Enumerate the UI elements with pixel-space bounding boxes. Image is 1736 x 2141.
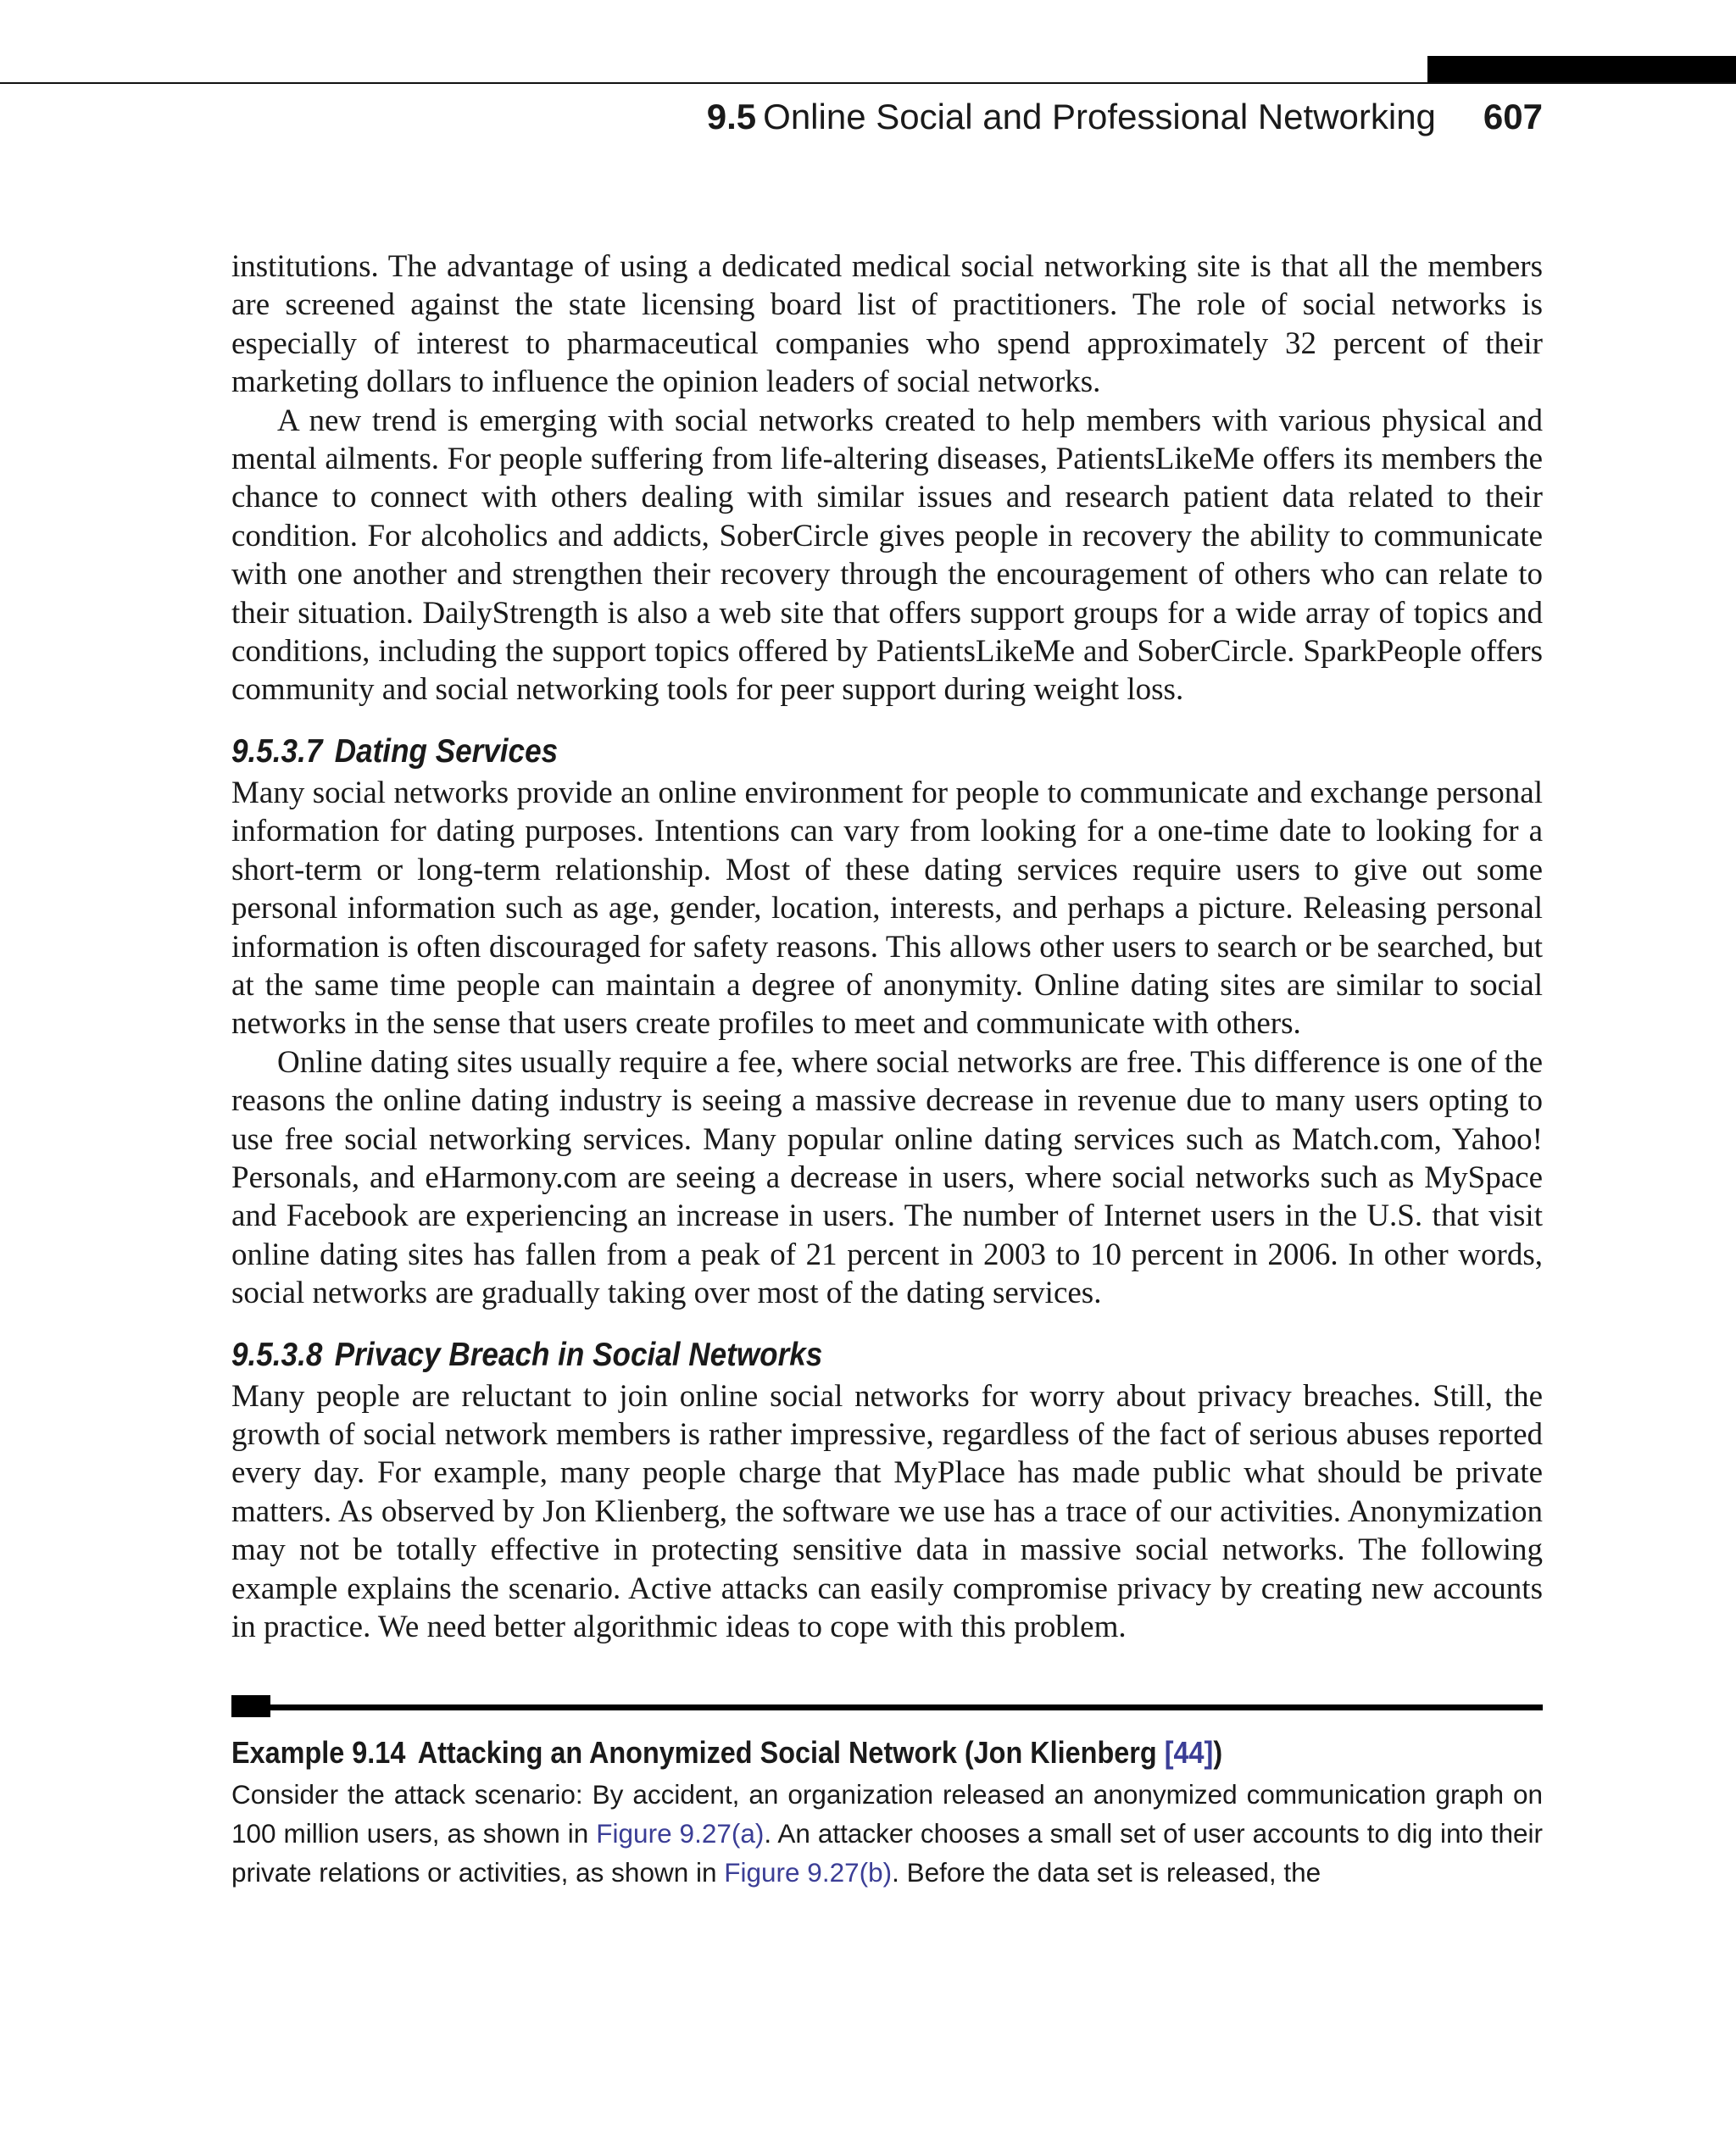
paragraph-health-support-networks: A new trend is emerging with social networks created to help members with various physical and mental ailments. For people suffering from life-altering diseases, PatientsLikeMe offers its members the chance to connect with others dealing with similar issues and research patient data related to their condition. For alcoholics and addicts, SoberCircle gives people in recovery the ability to communicate with one another and strengthen their recovery through the encouragement of others who can relate to their situation. DailyStrength is also a web site that offers support groups for a wide array of topics and conditions, including the support topics offered by PatientsLikeMe and SoberCircle. SparkPeople offers community and social networking tools for peer support during weight loss. [231, 403, 1543, 708]
figure-link-9-27b[interactable]: Figure 9.27(b) [724, 1857, 893, 1888]
figure-link-9-27a[interactable]: Figure 9.27(a) [596, 1818, 765, 1849]
header-bar-block [1427, 56, 1736, 82]
example-body-text-1: Consider the attack scenario: By accident, an organization released an anonymized communication graph on 100 million users, as shown in [231, 1779, 1543, 1849]
example-title-close: ) [1213, 1735, 1223, 1771]
example-body [231, 1775, 1543, 1892]
section-title: Privacy Breach in Social Networks [334, 1336, 823, 1373]
paragraph-dating-services: Many social networks provide an online environment for people to communicate and exchange personal information for dating purposes. Intentions can vary from looking for a one-time date to looking for a short-term or long-term relationship. Most of these dating services require users to give out some personal information such as age, gender, location, interests, and perhaps a picture. Releasing personal information is often discouraged for safety reasons. This allows other users to search or be searched, but at the same time people can maintain a degree of anonymity. Online dating sites are similar to social networks in the sense that users create profiles to meet and communicate with others. [231, 775, 1543, 1042]
example-label: Example 9.14 [231, 1735, 406, 1771]
section-number: 9.5.3.7 [231, 732, 323, 770]
paragraph-medical-networks: institutions. The advantage of using a dedicated medical social networking site is that all the members are screened against the state licensing board list of practitioners. The role of social networks is especially of interest to pharmaceutical companies who spend approximately 32 percent of their marketing dollars to influence the opinion leaders of social networks. [231, 249, 1543, 400]
page-content [231, 247, 1543, 1892]
example-title-text: Attacking an Anonymized Social Network (Jon Klienberg [417, 1735, 1157, 1771]
header-rule [0, 82, 1736, 84]
page-number: 607 [1483, 97, 1543, 136]
example-divider-block [231, 1695, 270, 1717]
running-head-section-title: Online Social and Professional Networking [763, 97, 1436, 136]
section-heading-privacy-breach [231, 1333, 1411, 1377]
running-head-section-number: 9.5 [706, 97, 757, 136]
paragraph-privacy-breach: Many people are reluctant to join online social networks for worry about privacy breaches. Still, the growth of social network members is rather impressive, regardless of the fact of serious abuses reported every day. For example, many people charge that MyPlace has made public what should be private matters. As observed by Jon Klienberg, the software we use has a trace of our activities. Anonymization may not be totally effective in protecting sensitive data in massive social networks. The following example explains the scenario. Active attacks can easily compromise privacy by creating new accounts in practice. We need better algorithmic ideas to cope with this problem. [231, 1378, 1543, 1644]
example-title [231, 1732, 1411, 1773]
example-divider [231, 1695, 1543, 1717]
section-heading-dating-services [231, 730, 1411, 774]
example-body-text-3: . Before the data set is released, the [892, 1857, 1321, 1888]
section-title: Dating Services [334, 732, 559, 770]
paragraph-dating-fees: Online dating sites usually require a fee, where social networks are free. This difference is one of the reasons the online dating industry is seeing a massive decrease in revenue due to many users opting to use free social networking services. Many popular online dating services such as Match.​com, Yahoo! Personals, and eHarmony.com are seeing a decrease in users, where social networks such as MySpace and Facebook are experiencing an increase in users. The number of Internet users in the U.S. that visit online dating sites has fallen from a peak of 21 percent in 2003 to 10 percent in 2006. In other words, social networks are gradually taking over most of the dating services. [231, 1044, 1543, 1311]
reference-link-44[interactable]: [44] [1164, 1735, 1214, 1771]
running-head [707, 93, 1543, 141]
section-number: 9.5.3.8 [231, 1336, 323, 1373]
example-divider-line [270, 1704, 1543, 1710]
example-body-text-2: . An attacker chooses a small set of user accounts to dig into their private relations or activities, as shown in [231, 1818, 1543, 1888]
